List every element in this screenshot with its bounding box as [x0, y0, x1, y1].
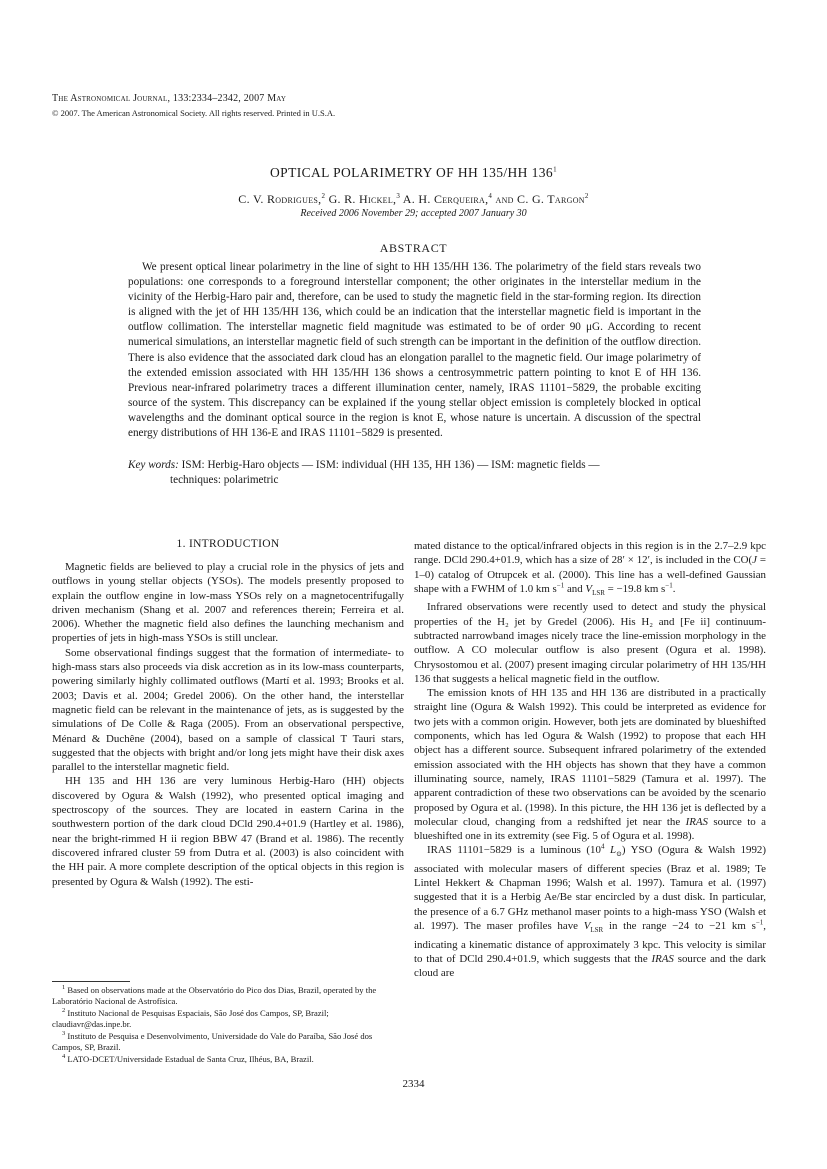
received-dates: Received 2006 November 29; accepted 2007 January 30	[300, 208, 527, 219]
author-1: C. V. Rodrigues,	[238, 192, 322, 206]
right-paragraph-1: mated distance to the optical/infrared objects in this region is in the 2.7–2.9 kpc range. DCld 290.4+01.9, which has a size of 28′ × 12′, is included in the CO(J = 1–0) catalog of Otrupcek et al. (2000). This line has a well-defined Gaussian shape with a FWHM of 1.0 km $s^{-1}$ and $V_{LSR} = -19.8$ km $s^{-1}$.	[414, 540, 766, 598]
abstract-heading: ABSTRACT	[379, 241, 448, 255]
author-3: A. H. Cerqueira,	[400, 192, 489, 206]
keywords-line-1: ISM: Herbig-Haro objects — ISM: individual (HH 135, HH 136) — ISM: magnetic fields —	[181, 459, 600, 471]
copyright-line: © 2007. The American Astronomical Society. All rights reserved. Printed in U.S.A.	[52, 108, 336, 118]
title-text: OPTICAL POLARIMETRY OF HH 135/HH 136	[270, 165, 554, 180]
journal-header: The Astronomical Journal, 133:2334–2342, 2007 May	[52, 93, 287, 104]
footnote-3: $^3$ Instituto de Pesquisa e Desenvolvimento, Universidade do Vale do Paraíba, São José dos Campos, SP, Brazil.	[52, 1030, 373, 1052]
keywords	[128, 458, 701, 488]
right-column	[414, 539, 766, 980]
author-2: G. R. Hickel,	[325, 192, 397, 206]
author-1-mark: 2	[321, 192, 326, 200]
footnote-1: $^1$ Based on observations made at the Observatório do Pico dos Dias, Brazil, operated by the Laboratório Nacional de Astrofísica.	[52, 984, 377, 1006]
footnote-rule	[52, 981, 130, 982]
page-number: 2334	[402, 1078, 425, 1090]
keywords-label: Key words:	[128, 459, 179, 471]
author-4: and C. G. Targon	[492, 192, 585, 206]
intro-paragraph-2: Some observational findings suggest that the formation of intermediate- to high-mass stars also proceeds via disk accretion as in its low-mass counterparts, powering similarly highly collimated outflows (Martí et al. 1993; Brooks et al. 2003; Davis et al. 2004; Gredel 2006). On the other hand, the interstellar magnetic field can be relevant in the maintenance of jets, as is suggested by the simulations of De Colle & Raga (2005). From an observational perspective, Ménard & Duchêne (2004), based on a sample of classical T Tauri stars, suggested that the objects with bright and/or long jets might have their disk axes parallel to the interstellar magnetic field.	[52, 646, 404, 774]
author-2-mark: 3	[396, 192, 401, 200]
left-column	[52, 560, 404, 889]
right-paragraph-2: Infrared observations were recently used to detect and study the physical properties of the H₂ jet by Gredel (2006). His H₂ and [Fe ii] continuum-subtracted narrowband images nicely trace the line-emission morphology in the outflow. A CO molecular outflow is also present (Ogura et al. 1998). Chrysostomou et al. (2007) present imaging circular polarimetry of HH 135/HH 136 that suggests a helical magnetic field in the outflow.	[414, 601, 766, 685]
footnote-4: $^4$ LATO-DCET/Universidade Estadual de Santa Cruz, Ilhéus, BA, Brazil.	[62, 1053, 314, 1064]
author-list	[0, 192, 827, 207]
footnotes	[52, 985, 404, 1066]
intro-paragraph-3: HH 135 and HH 136 are very luminous Herbig-Haro (HH) objects discovered by Ogura & Walsh (1992), who presented optical imaging and spectroscopy of the sources. They are located in eastern Carina in the southwestern portion of the dark cloud DCld 290.4+01.9 (Hartley et al. 1986), near the bright-rimmed H ii region BBW 47 (Brand et al. 1986). The recently discovered infrared cluster 59 from Dutra et al. (2003) is also coincident with the HH pair. A more complete description of the optical objects in this region is presented by Ogura & Walsh (1992). The esti-	[52, 775, 404, 888]
right-paragraph-4: IRAS 11101−5829 is a luminous ($10^4$ $L_⊙$) YSO (Ogura & Walsh 1992) associated with molecular masers of different species (Braz et al. 1989; Te Lintel Hekkert & Chapman 1996; Walsh et al. 1997). Tamura et al. (1997) suggested that it is a Herbig Ae/Be star encircled by a dust disk. In particular, the presence of a 6.7 GHz methanol maser points to a high-mass YSO (Walsh et al. 1997). The maser profiles have $V_{LSR}$ in the range −24 to −21 km $s^{-1}$, indicating a kinematic distance of approximately 3 kpc. This velocity is similar to that of DCld 290.4+01.9, which suggests that the IRAS source and the dark cloud are	[414, 842, 767, 980]
right-paragraph-3: The emission knots of HH 135 and HH 136 are distributed in a practically straight line (Ogura & Walsh 1992). This could be interpreted as evidence for two jets with a common origin. However, both jets are dominated by blueshifted components, which has led Ogura & Walsh (1992) to propose that each HH object has a different source. Subsequent infrared polarimetry of the extended emission associated with the HH objects has shown that they have a common illuminating source, namely, IRAS 11101−5829 (Tamura et al. 1997). The apparent contradiction of these two observations can be avoided by the scenario proposed by Ogura et al. (1998). In this picture, the HH 136 jet is deflected by a molecular cloud, changing from a redshifted jet near the IRAS source to a blueshifted one in its extremity (see Fig. 5 of Ogura et al. 1998).	[414, 687, 766, 843]
intro-paragraph-1: Magnetic fields are believed to play a crucial role in the physics of jets and outflows in young stellar objects (YSOs). The models presently proposed to explain the outflow engine in low-mass YSOs rely on a magnetocentrifugally driven mechanism (Shang et al. 2007 and references therein; Ferreira et al. 2006). Whether the magnetic field also defines the launching mechanism and properties of jets in high-mass YSOs is still unclear.	[52, 561, 404, 645]
author-3-mark: 4	[488, 192, 493, 200]
section-heading-introduction: 1. INTRODUCTION	[176, 538, 280, 550]
abstract-text: We present optical linear polarimetry in the line of sight to HH 135/HH 136. The polarimetry of the field stars reveals two populations: one corresponds to a foreground interstellar component; the other originates in the interstellar medium in the vicinity of the Herbig-Haro pair and, therefore, can be used to study the magnetic field in the star-forming region. Its direction is aligned with the jet of HH 135/HH 136, which could be an indication that the interstellar magnetic field is important in the outflow collimation. The interstellar magnetic field magnitude was estimated to be of order 90 μG. According to recent numerical simulations, an interstellar magnetic field of such strength can be important in the definition of the outflow direction. There is also evidence that the associated dark cloud has an elongation parallel to the magnetic field. Our image polarimetry of the extended emission associated with HH 135/HH 136 shows a centrosymmetric pattern pointing to knot E of HH 136. Previous near-infrared polarimetry traces a different illumination center, namely, IRAS 11101−5829, the probable exciting source of the system. This discrepancy can be explained if the young stellar object emission is completely blocked in optical wavelengths and the dominant optical source in the region is knot E, whose nature is uncertain. A discussion of the spectral energy distributions of HH 136-E and IRAS 11101−5829 is presented.	[128, 261, 701, 440]
footnote-2: $^2$ Instituto Nacional de Pesquisas Espaciais, São José dos Campos, SP, Brazil; claudiavr@das.inpe.br.	[52, 1007, 329, 1029]
author-4-mark: 2	[584, 192, 589, 200]
paper-title	[0, 165, 827, 181]
keywords-line-2: techniques: polarimetric	[170, 474, 279, 487]
title-footnote-mark: 1	[553, 165, 557, 174]
